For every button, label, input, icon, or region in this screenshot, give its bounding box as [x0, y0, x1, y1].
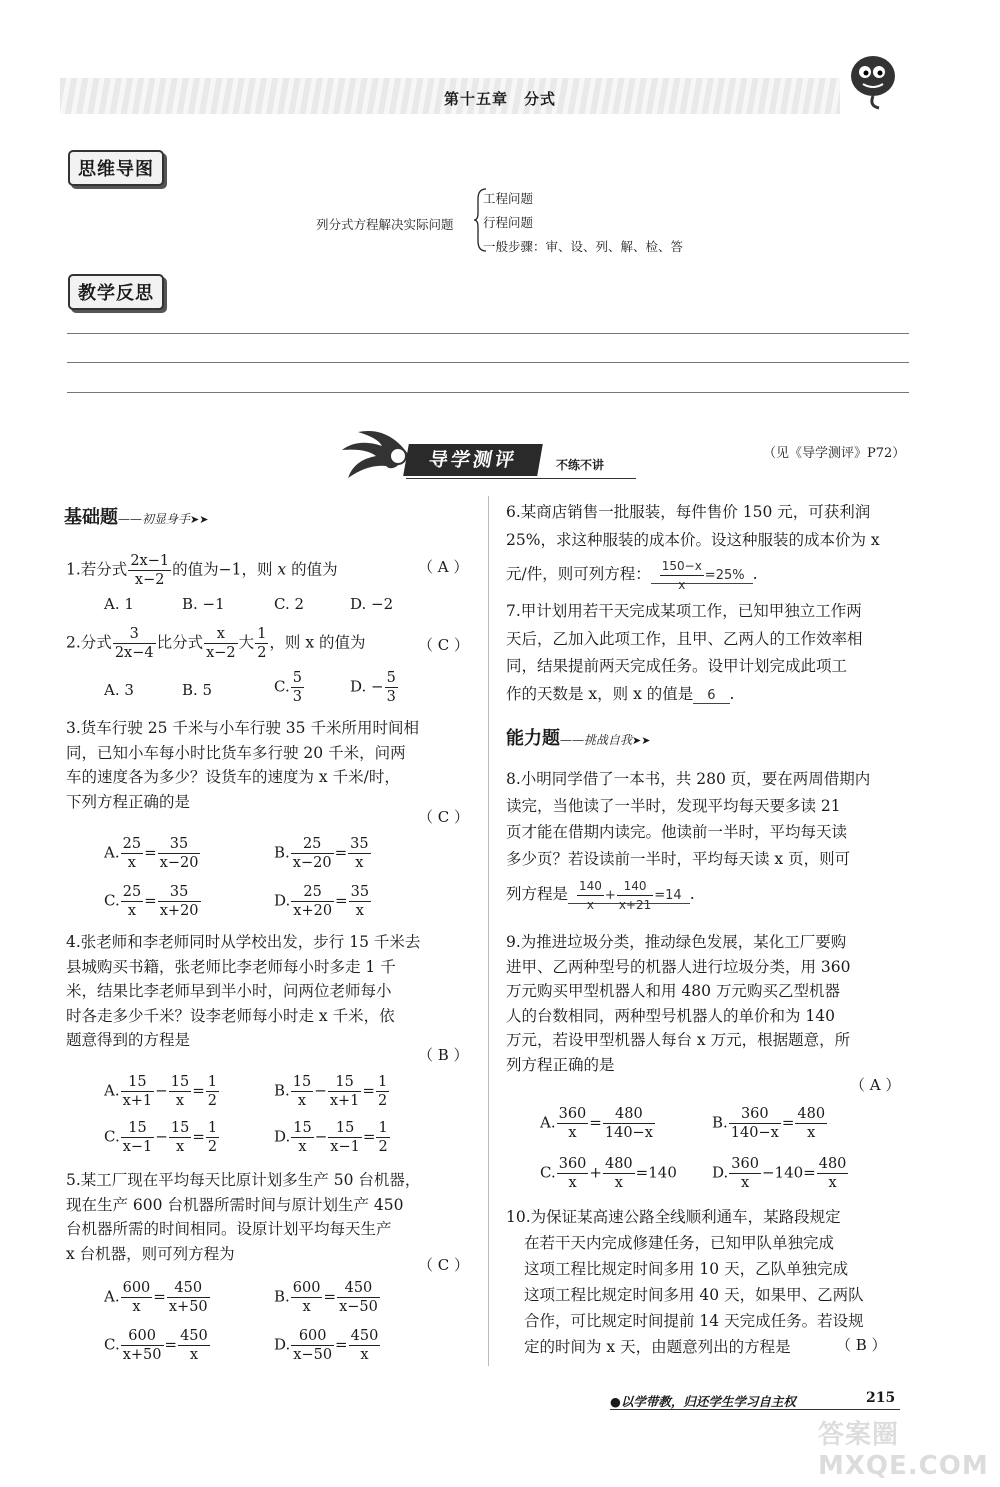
- banner-title: 导学测评: [403, 444, 543, 476]
- chapter-title: 第十五章 分式: [443, 90, 556, 108]
- fill-blank-7: 6: [693, 688, 729, 704]
- q5-option-a: A. $\frac{600}{x}$ = $\frac{450}{x+50}$: [104, 1280, 208, 1315]
- reference-note: （见《导学测评》P72）: [763, 446, 906, 461]
- q4-option-c: C. $\frac{15}{x-1}$ − $\frac{15}{x}$ = $\frac{1}{2}$: [104, 1120, 218, 1155]
- question-6: 6.某商店销售一批服装，每件售价 150 元，可获利润 25%，求这种服装的成本价。设这种服装的成本价为 x 元/件，则可列方程： $\frac{150-x}{x}$ =25% .: [506, 503, 880, 592]
- mindmap-branch-2: 行程问题: [483, 215, 534, 230]
- question-2: 2.分式 $\frac{3}{2x-4}$ 比分式 $\frac{x}{x-2}$ 大 $\frac{1}{2}$ ，则 x 的值为: [66, 626, 366, 661]
- q5-option-d: D. $\frac{600}{x-50}$ = $\frac{450}{x}$: [274, 1328, 379, 1363]
- mindmap-branch-1: 工程问题: [483, 191, 534, 206]
- question-7: 7.甲计划用若干天完成某项工作，已知甲独立工作两 天后，乙加入此项工作，且甲、乙两人的工作效率相 同，结果提前两天完成任务。设甲计划完成此项工 作的天数是 x，则 x 的值是 6 .: [506, 602, 863, 703]
- writing-line: [67, 392, 909, 393]
- answer-2: （ C ）: [418, 636, 470, 654]
- q1-option-a: A. 1: [104, 595, 134, 613]
- q3-option-b: B. $\frac{25}{x-20}$ = $\frac{35}{x}$: [274, 836, 369, 871]
- q4-option-d: D. $\frac{15}{x}$ − $\frac{15}{x-1}$ = $\frac{1}{2}$: [274, 1120, 388, 1155]
- arrow-decoration-icon: ➤➤: [190, 513, 209, 526]
- question-1: 1.若分式 $\frac{2x-1}{x-2}$ 的值为−1，则 x 的值为: [66, 553, 338, 588]
- page-number: 215: [866, 1390, 896, 1406]
- mindmap-root: 列分式方程解决实际问题: [316, 217, 454, 232]
- q2-option-d: D. − $\frac{5}{3}$: [350, 670, 396, 705]
- mindmap-tag: 思维导图: [68, 150, 164, 186]
- footer-motto: ●以学带教，归还学生学习自主权: [610, 1394, 796, 1409]
- banner-subtitle: 不练不讲: [556, 458, 605, 472]
- answer-5: （ C ）: [418, 1256, 470, 1274]
- q3-option-c: C. $\frac{25}{x}$ = $\frac{35}{x+20}$: [104, 884, 199, 919]
- writing-line: [67, 333, 909, 334]
- question-10: 10.为保证某高速公路全线顺利通车，某路段规定 在若干天内完成修建任务，已知甲队单独完成 这项工程比规定时间多用 10 天，乙队单独完成 这项工程比规定时间多用 40 天，如果甲、乙两队 合作，可比规定时间提前 14 天完成任务。若设规 定的时间为 x 天，由题意列出的方程是: [506, 1208, 864, 1356]
- section-basic: [64, 503, 208, 529]
- question-5: 5.某工厂现在平均每天比原计划多生产 50 台机器， 现在生产 600 台机器所需时间与原计划生产 450 台机器所需的时间相同。设原计划平均每天生产 x 台机器，则可列方程为: [66, 1171, 421, 1263]
- watermark: 答案圈 MXQE.COM: [818, 1420, 989, 1481]
- q9-option-d: D. $\frac{360}{x}$ −140= $\frac{480}{x}$: [712, 1156, 847, 1191]
- fill-blank-6: $\frac{150-x}{x}$ =25%: [651, 568, 753, 584]
- section-ability: [506, 724, 650, 750]
- mindmap-branch-3: 一般步骤：审、设、列、解、检、答: [483, 239, 684, 254]
- q9-option-b: B. $\frac{360}{140-x}$ = $\frac{480}{x}$: [712, 1106, 826, 1141]
- footer-rule: [610, 1409, 900, 1410]
- q1-option-c: C. 2: [274, 595, 305, 613]
- section-basic-subtitle: ——初显身手: [118, 512, 191, 526]
- reflection-tag: 教学反思: [68, 274, 164, 310]
- q3-option-d: D. $\frac{25}{x+20}$ = $\frac{35}{x}$: [274, 884, 370, 919]
- q4-option-b: B. $\frac{15}{x}$ − $\frac{15}{x+1}$ = $\frac{1}{2}$: [274, 1074, 388, 1109]
- fill-blank-8: $\frac{140}{x}$ + $\frac{140}{x+21}$ =14: [568, 888, 690, 904]
- answer-3: （ C ）: [418, 808, 470, 826]
- q2-option-b: B. 5: [182, 681, 213, 699]
- mascot-icon: [843, 48, 907, 116]
- answer-1: （ A ）: [418, 558, 469, 576]
- q5-option-c: C. $\frac{600}{x+50}$ = $\frac{450}{x}$: [104, 1328, 208, 1363]
- answer-9: （ A ）: [850, 1076, 901, 1094]
- answer-4: （ B ）: [418, 1046, 469, 1064]
- question-4: 4.张老师和李老师同时从学校出发，步行 15 千米去 县城购买书籍，张老师比李老师每小时多走 1 千 米，结果比李老师早到半小时，问两位老师每小 时各走多少千米？设李老师每小时走 x 千米，依 题意得到的方程是: [66, 933, 421, 1049]
- section-ability-title: 能力题: [506, 728, 560, 749]
- question-8: 8.小明同学借了一本书，共 280 页，要在两周借期内 读完，当他读了一半时，发现平均每天要多读 21 页才能在借期内读完。他读前一半时，平均每天读 多少页？若设读前一半时，平均每天读 x 页，则可 列方程是 $\frac{140}{x}$ + $\frac{140}{x+21}$ =14 .: [506, 770, 871, 912]
- question-3: 3.货车行驶 25 千米与小车行驶 35 千米所用时间相 同，已知小车每小时比货车多行驶 20 千米，问两 车的速度各为多少？设货车的速度为 x 千米/时， 下列方程正确的是: [66, 719, 419, 811]
- q1-option-b: B. −1: [182, 595, 225, 613]
- section-basic-title: 基础题: [64, 507, 118, 528]
- q2-option-a: A. 3: [104, 681, 134, 699]
- q3-option-a: A. $\frac{25}{x}$ = $\frac{35}{x-20}$: [104, 836, 199, 871]
- q2-option-c: C. $\frac{5}{3}$: [274, 670, 302, 705]
- banner-underline: [406, 478, 636, 479]
- q9-option-a: A. $\frac{360}{x}$ = $\frac{480}{140-x}$: [540, 1106, 653, 1141]
- writing-line: [67, 362, 909, 363]
- column-divider: [488, 496, 489, 1366]
- question-9: 9.为推进垃圾分类，推动绿色发展，某化工厂要购 进甲、乙两种型号的机器人进行垃圾分类，用 360 万元购买甲型机器人和用 480 万元购买乙型机器 人的台数相同，两种型号机器人的单价和为 140 万元，若设甲型机器人每台 x 万元，根据题意，所 列方程正确的是: [506, 933, 851, 1074]
- q5-option-b: B. $\frac{600}{x}$ = $\frac{450}{x-50}$: [274, 1280, 378, 1315]
- q4-option-a: A. $\frac{15}{x+1}$ − $\frac{15}{x}$ = $\frac{1}{2}$: [104, 1074, 218, 1109]
- answer-10: （ B ）: [836, 1336, 887, 1354]
- section-ability-subtitle: ——挑战自我: [560, 733, 633, 747]
- q9-option-c: C. $\frac{360}{x}$ + $\frac{480}{x}$ =140: [540, 1156, 677, 1191]
- arrow-decoration-icon: ➤➤: [632, 734, 651, 747]
- q1-option-d: D. −2: [350, 595, 394, 613]
